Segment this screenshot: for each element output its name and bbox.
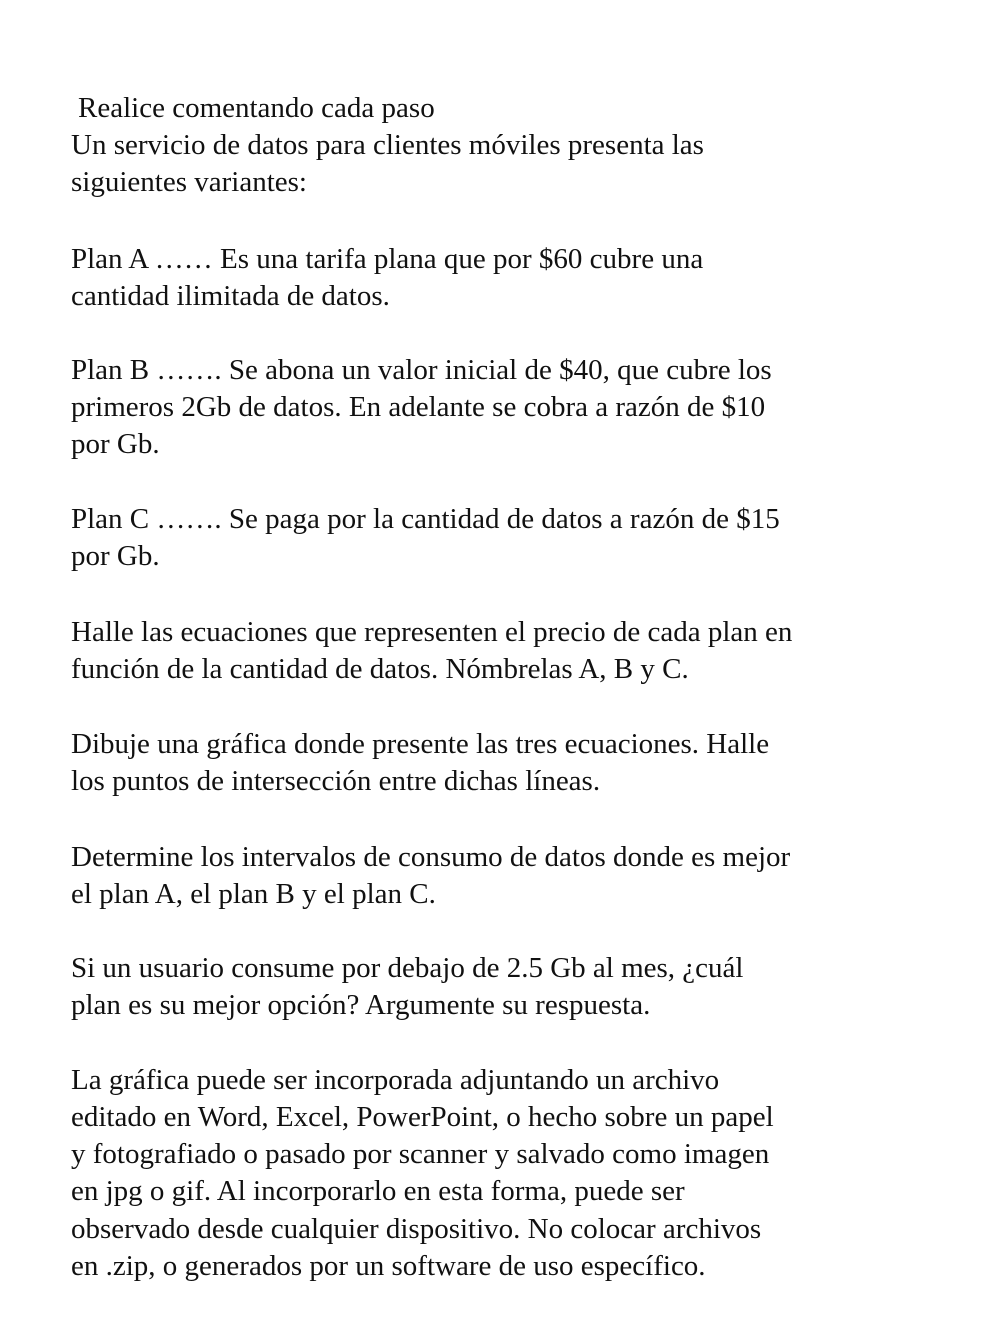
plan-a-line-1: Plan A …… Es una tarifa plana que por $60 cubre una — [71, 243, 704, 275]
instructions-line-6: en .zip, o generados por un software de uso específico. — [71, 1250, 706, 1282]
plan-b-line-3: por Gb. — [71, 428, 160, 460]
task-intervals-line-1: Determine los intervalos de consumo de datos donde es mejor — [71, 841, 791, 873]
plan-c-line-2: por Gb. — [71, 540, 160, 572]
instructions-line-1: La gráfica puede ser incorporada adjuntando un archivo — [71, 1064, 720, 1096]
task-graph-line-2: los puntos de intersección entre dichas líneas. — [71, 765, 601, 797]
task-graph-line-1: Dibuje una gráfica donde presente las tres ecuaciones. Halle — [71, 728, 770, 760]
task-equations-line-1: Halle las ecuaciones que representen el precio de cada plan en — [71, 616, 793, 648]
instructions-line-2: editado en Word, Excel, PowerPoint, o hecho sobre un papel — [71, 1101, 774, 1133]
instructions-line-4: en jpg o gif. Al incorporarlo en esta forma, puede ser — [71, 1175, 685, 1207]
plan-b-line-1: Plan B ……. Se abona un valor inicial de $40, que cubre los — [71, 354, 772, 386]
intro-line-2: siguientes variantes: — [71, 166, 307, 198]
instructions-line-3: y fotografiado o pasado por scanner y salvado como imagen — [71, 1138, 770, 1170]
plan-b-line-2: primeros 2Gb de datos. En adelante se cobra a razón de $10 — [71, 391, 766, 423]
task-intervals-line-2: el plan A, el plan B y el plan C. — [71, 878, 436, 910]
plan-c-line-1: Plan C ……. Se paga por la cantidad de datos a razón de $15 — [71, 503, 780, 535]
instructions-line-5: observado desde cualquier dispositivo. No colocar archivos — [71, 1213, 762, 1245]
task-question-line-2: plan es su mejor opción? Argumente su respuesta. — [71, 989, 651, 1021]
plan-a-line-2: cantidad ilimitada de datos. — [71, 280, 390, 312]
task-question-line-1: Si un usuario consume por debajo de 2.5 Gb al mes, ¿cuál — [71, 952, 744, 984]
document-heading: Realice comentando cada paso — [78, 92, 435, 124]
task-equations-line-2: función de la cantidad de datos. Nómbrelas A, B y C. — [71, 653, 689, 685]
intro-line-1: Un servicio de datos para clientes móviles presenta las — [71, 129, 704, 161]
